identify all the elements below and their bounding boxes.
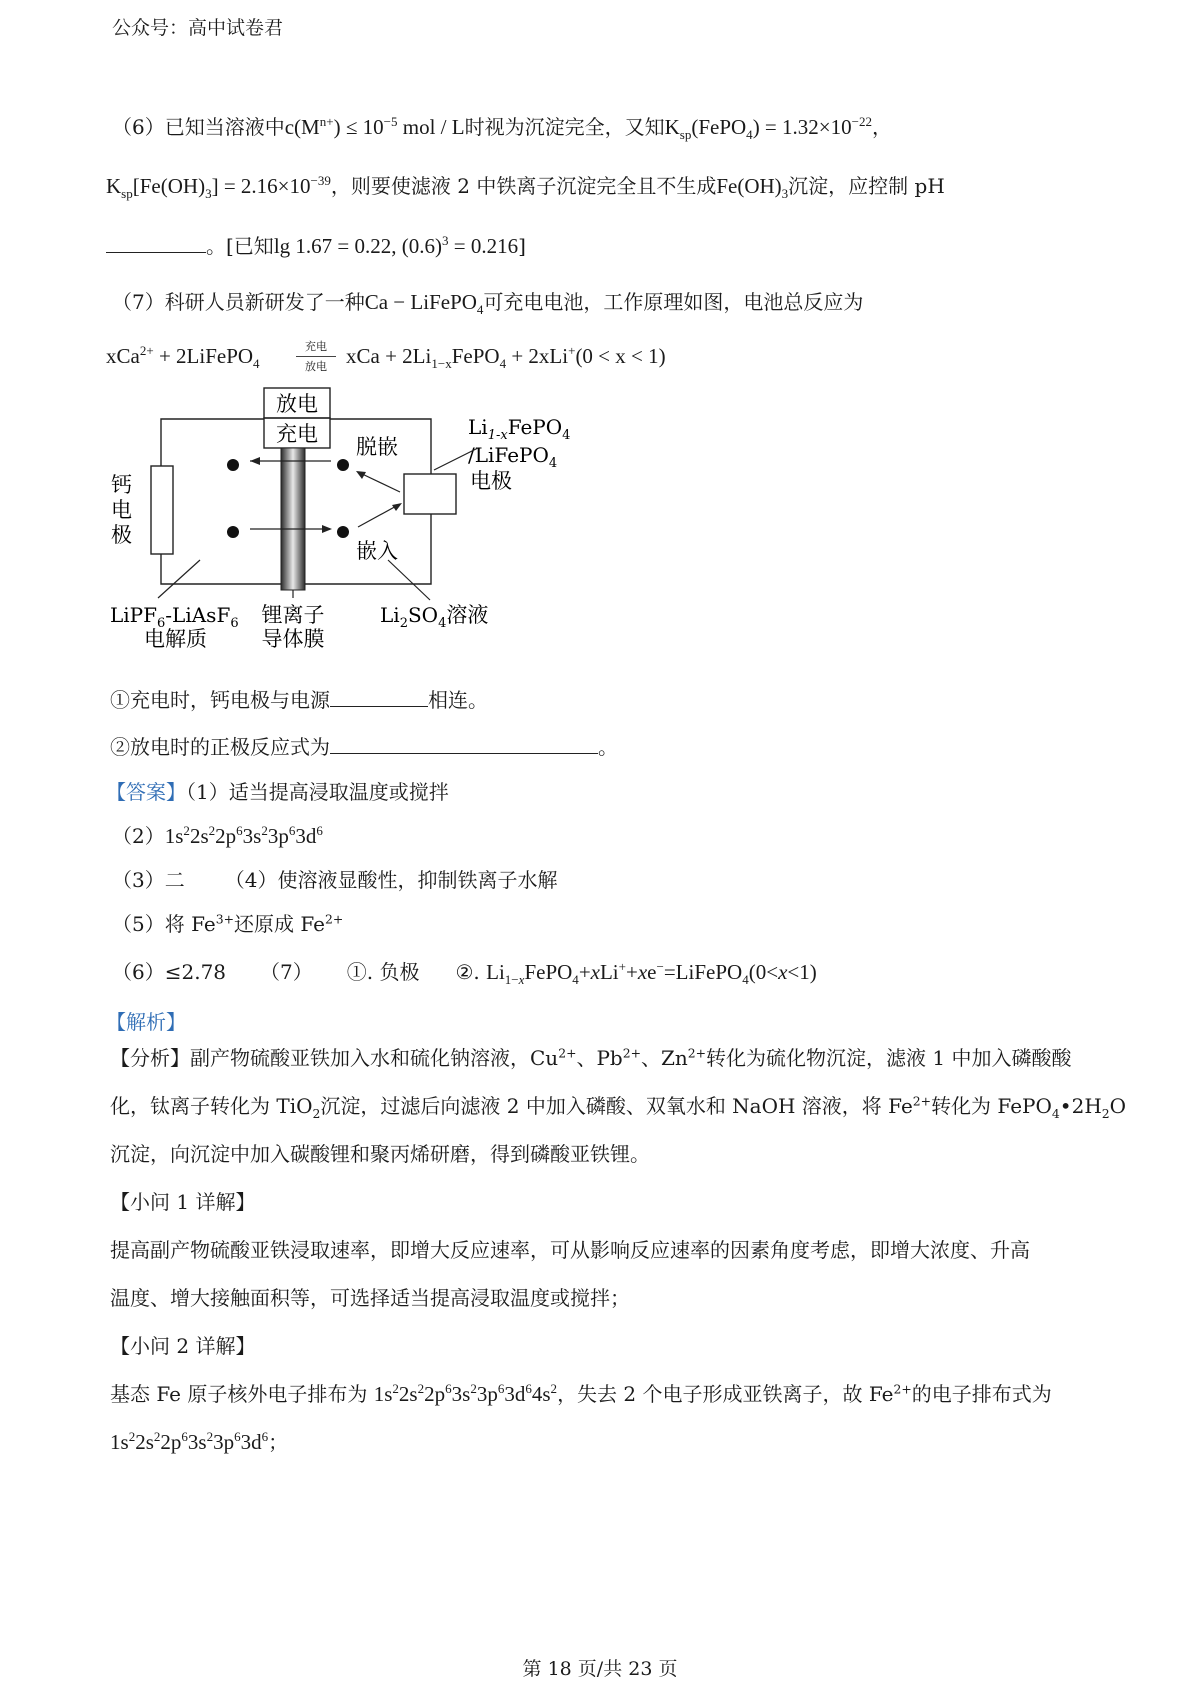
analysis-line6: 基态 Fe 原子核外电子排布为 $1s^22s^22p^63s^23p^63d^64s^2$，失去 2 个电子形成亚铁离子，故 $Fe^{2+}$的电子排布式为 — [110, 1381, 1052, 1406]
q6-line3: 。[已知lg 1.67 = 0.22, $(0.6)^3 = 0.216$] — [106, 232, 526, 260]
electrolyte-label-1: LiPF$_6$-LiAsF$_6$ — [110, 603, 239, 631]
analysis-line3: 沉淀，向沉淀中加入碳酸锂和聚丙烯研磨，得到磷酸亚铁锂。 — [110, 1142, 650, 1166]
right-electrode-label-1: $Li_{1-x}FePO_4$ — [468, 415, 571, 443]
analysis-heading-1: 【小问 1 详解】 — [110, 1190, 256, 1214]
answer-line2: $(2)1s^22s^22p^63s^23p^63d^6$ — [112, 823, 323, 848]
q7-intro: （7）科研人员新研发了一种Ca − LiFePO$_4$可充电电池，工作原理如图，电池总反应为 — [112, 290, 864, 318]
analysis-line4: 提高副产物硫酸亚铁浸取速率，即增大反应速率，可从影响反应速率的因素角度考虑，即增大浓度、升高 — [110, 1238, 1030, 1262]
calcium-label-3: 极 — [111, 523, 132, 547]
analysis-line7: $1s^22s^22p^63s^23p^63d^6$； — [110, 1429, 289, 1454]
answer-line3: （3）二 （4）使溶液显酸性，抑制铁离子水解 — [112, 868, 558, 892]
solution-label: $Li_2SO_4$溶液 — [380, 603, 489, 631]
calcium-label-1: 钙 — [111, 473, 132, 497]
q6-answer-blank[interactable] — [106, 232, 206, 253]
q7-discharge-label: 放电 — [305, 360, 327, 373]
answer-positive-electrode-reaction: $Li_{1-x}FePO_4+xLi^++xe^-=LiFePO_4(0<x<1)$ — [486, 959, 817, 988]
header-watermark: 公众号：高中试卷君 — [112, 17, 284, 39]
q7-products: xCa + $2Li_{1-x}FePO_4 + 2xLi^+(0 < x < 1)$ — [346, 343, 666, 372]
q6-ksp-feoh3: $K_{sp}[Fe(OH)_3] = 2.16\times 10^{-39}$ — [106, 173, 331, 202]
answer-line1: 【答案】（1）适当提高浸取温度或搅拌 — [106, 780, 449, 804]
q6-condition-formula: $c(M^{n+}) \le 10^{-5}$ mol / L — [284, 114, 465, 139]
diagram-charge-label: 充电 — [276, 422, 318, 446]
q7-sub2-blank[interactable] — [330, 733, 598, 754]
ion-dot — [227, 459, 239, 471]
analysis-line1: 【分析】副产物硫酸亚铁加入水和硫化钠溶液，$Cu^{2+}$、$Pb^{2+}$、$Zn^{2+}$转化为硫化物沉淀，滤液 1 中加入磷酸酸 — [110, 1045, 1072, 1070]
arrow-head — [322, 525, 332, 533]
battery-diagram — [100, 384, 620, 664]
ion-membrane — [281, 448, 305, 590]
answer-label: 【答案】 — [106, 780, 186, 804]
analysis-label: 【解析】 — [106, 1010, 186, 1034]
leader-line — [388, 560, 430, 600]
q6-line2: $K_{sp}[Fe(OH)_3] = 2.16\times 10^{-39}$，则要使滤液 2 中铁离子沉淀完全且不生成$Fe(OH)_3$沉淀，应控制 pH — [106, 173, 945, 202]
q6-ksp-fepo4: $K_{sp}(FePO_4) = 1.32\times 10^{-22}$ — [664, 114, 872, 143]
analysis-heading-2: 【小问 2 详解】 — [110, 1334, 256, 1358]
q7-sub2: ②放电时的正极反应式为 。 — [110, 735, 618, 759]
right-electrode-label-3: 电极 — [470, 469, 512, 493]
electrolyte-label-2: 电解质 — [144, 627, 207, 651]
membrane-label-1: 锂离子 — [261, 603, 325, 627]
q7-sub1: ①充电时，钙电极与电源 相连。 — [110, 688, 488, 712]
q7-charge-label: 充电 — [305, 340, 327, 353]
q6-line1: （6）已知当溶液中$c(M^{n+}) \le 10^{-5}$ mol / L时视为沉淀完全，又知$K_{sp}(FePO_4) = 1.32\times 10^{-22}$， — [112, 114, 892, 143]
calcium-label-2: 电 — [111, 498, 132, 522]
ion-dot — [337, 459, 349, 471]
leader-line — [158, 560, 200, 598]
analysis-body — [110, 1034, 1127, 1466]
answer-line5: （6）≤2.78 （7） ①. 负极 ②. $Li_{1-x}FePO_4+xLi^++xe^-=LiFePO_4(0<x<1)$ — [112, 959, 817, 988]
q7-battery-name: Ca − LiFePO$_4$ — [364, 290, 484, 318]
analysis-line2: 化，钛离子转化为 TiO$_2$沉淀，过滤后向滤液 2 中加入磷酸、双氧水和 NaOH 溶液，将 $Fe^{2+}$转化为 $FePO_4•2H_2O$ — [110, 1093, 1127, 1121]
right-electrode-label-2: /LiFePO$_4$ — [468, 443, 558, 471]
circuit-wire-left — [161, 419, 264, 466]
deintercalation-label: 脱嵌 — [356, 435, 398, 459]
q7-sub1-blank[interactable] — [330, 686, 428, 707]
arrow-head — [250, 457, 260, 465]
q6-feoh3: $Fe(OH)_3$ — [716, 174, 789, 202]
answer-line4: （5）将 $Fe^{3+}$还原成 $Fe^{2+}$ — [112, 911, 344, 936]
arrow-deintercalation — [358, 472, 400, 492]
calcium-electrode — [151, 466, 173, 554]
lifepo4-electrode — [404, 474, 456, 514]
ion-dot — [337, 526, 349, 538]
intercalation-label: 嵌入 — [356, 539, 398, 563]
analysis-line5: 温度、增大接触面积等，可选择适当提高浸取温度或搅拌； — [110, 1286, 630, 1310]
q6-hint-formula: lg 1.67 = 0.22, $(0.6)^3 = 0.216$ — [273, 233, 519, 258]
ion-dot — [227, 526, 239, 538]
arrow-head — [392, 503, 402, 511]
q7-reactants: xCa$^{2+}$ + 2LiFePO$_4$ — [106, 343, 260, 372]
answer-electron-config: $1s^22s^22p^63s^23p^63d^6$ — [164, 823, 323, 848]
page-number: 第 18 页/共 23 页 — [522, 1658, 678, 1680]
diagram-discharge-label: 放电 — [276, 392, 318, 416]
membrane-label-2: 导体膜 — [261, 627, 325, 651]
